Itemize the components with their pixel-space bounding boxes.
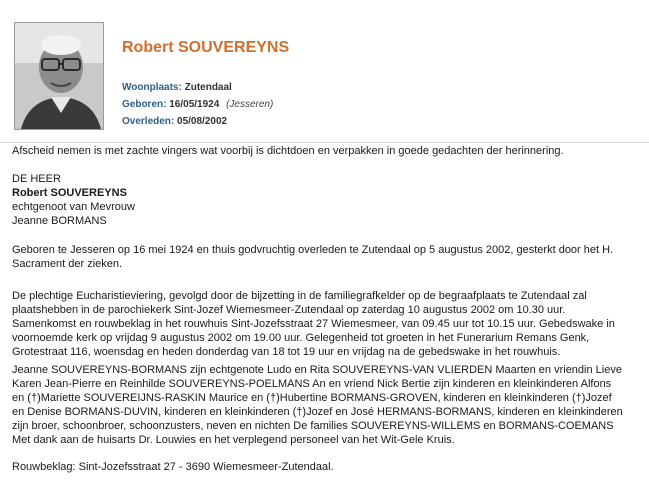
- overleden-label: Overleden:: [122, 116, 175, 127]
- overleden-row: [122, 116, 227, 127]
- geboren-row: [122, 99, 273, 110]
- title-line-1: DE HEER: [12, 173, 61, 185]
- ceremony-paragraph: De plechtige Eucharistieviering, gevolgd door de bijzetting in de familiegrafkelder op de begraafplaats te Zutendaal zal plaatshebben in de parochiekerk Sint-Jozef Wiemesmeer-Zutendaal op zaterdag 10 augustus 2002 om 10.30 uur. Samenkomst en rouwbeklag in het rouwhuis Sint-Jozefsstraat 27 Wiemesmeer, van 09.45 uur tot 10.15 uur. Gebedswake in voornoemde kerk op vrijdag 9 augustus 2002 om 19.00 uur. Gelegenheid tot groeten in het Funerarium Remans Genk, Grotestraat 116, woensdag en heden donderdag van 18 tot 19 uur en vrijdag na de gebedswake in het rouwhuis.: [12, 290, 615, 358]
- title-line-2: Robert SOUVEREYNS: [12, 187, 127, 199]
- header: [0, 0, 649, 143]
- geboren-value: 16/05/1924: [169, 99, 220, 110]
- woonplaats-row: [122, 82, 232, 93]
- woonplaats-label: Woonplaats:: [122, 82, 182, 93]
- geboren-label: Geboren:: [122, 99, 167, 110]
- divider: [0, 142, 649, 143]
- woonplaats-value: Zutendaal: [184, 82, 232, 93]
- geboren-plaats: (Jesseren): [226, 99, 274, 110]
- intro-text: Afscheid nemen is met zachte vingers wat voorbij is dichtdoen en verpakken in goede gedachten der herinnering.: [12, 145, 564, 157]
- portrait-photo: [14, 22, 104, 130]
- overleden-value: 05/08/2002: [177, 116, 228, 127]
- family-paragraph: Jeanne SOUVEREYNS-BORMANS zijn echtgenote Ludo en Rita SOUVEREYNS-VAN VLIERDEN Maarten en vriendin Lieve Karen Jean-Pierre en Reinhilde SOUVEREYNS-POELMANS An en vriend Nick Bertie zijn kinderen en kleinkinderen Alfons en (†)Mariette SOUVEREIJNS-RASKIN Maurice en (†)Hubertine BORMANS-GROVEN, kinderen en kleinkinderen (†)Jozef en Denise BORMANS-DUVIN, kinderen en kleinkinderen (†)Jozef en José HERMANS-BORMANS, kinderen en kleinkinderen zijn broer, schoonbroer, schoonzusters, neven en nichten De families SOUVEREYNS-WILLEMS en BORMANS-COEMANS Met dank aan de huisarts Dr. Louwies en het verplegend personeel van het Wit-Gele Kruis.: [12, 364, 623, 446]
- rouwbeklag-text: Rouwbeklag: Sint-Jozefsstraat 27 - 3690 Wiemesmeer-Zutendaal.: [12, 461, 334, 473]
- deceased-title-block: [12, 172, 135, 228]
- birth-death-paragraph: Geboren te Jesseren op 16 mei 1924 en thuis godvruchtig overleden te Zutendaal op 5 augustus 2002, gesterkt door het H. Sacrament der zieken.: [12, 244, 614, 270]
- title-line-3: echtgenoot van Mevrouw: [12, 201, 135, 213]
- title-line-4: Jeanne BORMANS: [12, 215, 107, 227]
- person-name: Robert SOUVEREYNS: [122, 39, 290, 56]
